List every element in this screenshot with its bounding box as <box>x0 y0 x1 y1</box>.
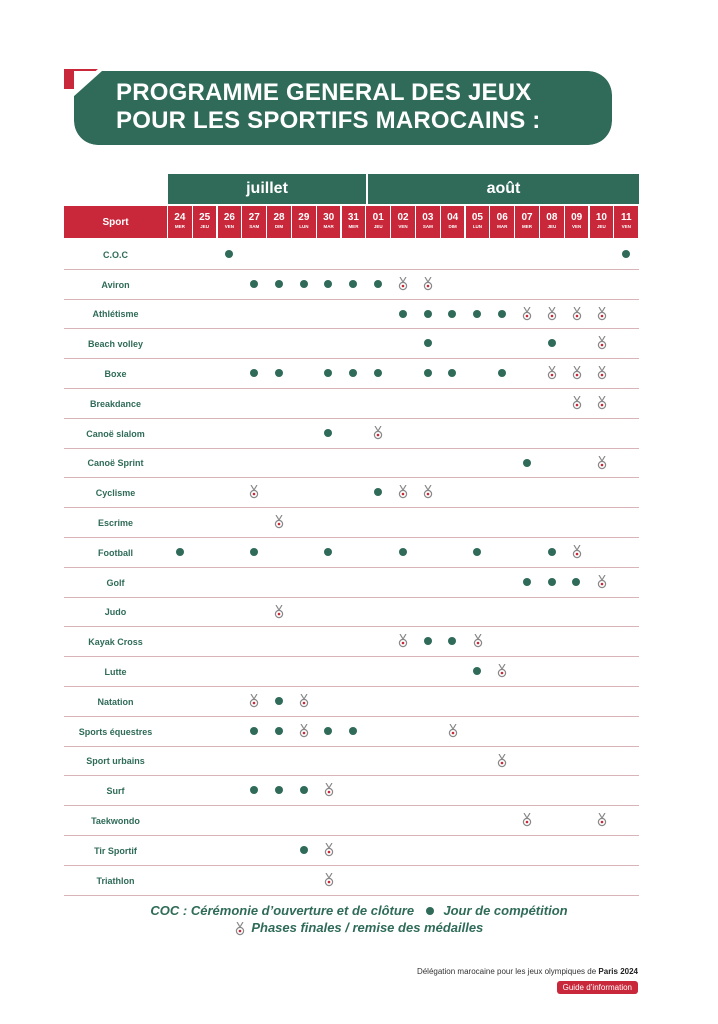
day-number: 04 <box>447 212 459 223</box>
month-header-juillet: juillet <box>168 174 366 204</box>
competition-dot-icon <box>515 578 539 588</box>
sport-name: Natation <box>97 696 134 707</box>
competition-dot-icon <box>416 637 440 647</box>
day-number: 27 <box>248 212 260 223</box>
sport-name: Taekwondo <box>91 816 140 827</box>
legend-coc: COC : Cérémonie d’ouverture et de clôture <box>150 903 415 918</box>
competition-dot-icon <box>366 369 390 379</box>
sport-name: Tir Sportif <box>94 845 137 856</box>
day-header-row <box>64 206 639 238</box>
day-header-27 <box>242 206 266 238</box>
sport-name: Cyclisme <box>95 488 136 499</box>
weekday-abbr: SAM <box>422 224 433 229</box>
legend-competition: Jour de compétition <box>443 903 568 918</box>
day-number: 25 <box>199 212 211 223</box>
competition-dot-icon <box>317 548 341 558</box>
medal-icon <box>235 922 245 936</box>
competition-dot-icon <box>242 786 266 796</box>
day-number: 24 <box>174 212 186 223</box>
medal-icon <box>540 310 564 320</box>
sport-row <box>64 240 639 270</box>
medal-icon <box>515 816 539 826</box>
weekday-abbr: DIM <box>448 224 457 229</box>
sport-name: Golf <box>106 577 125 588</box>
legend-line-1 <box>0 902 718 920</box>
medal-icon <box>292 727 316 737</box>
weekday-abbr: JEU <box>547 224 557 229</box>
sport-row <box>64 598 639 628</box>
title-banner <box>64 69 612 145</box>
sport-name: Athlétisme <box>92 309 139 320</box>
sport-row <box>64 329 639 359</box>
medal-icon <box>317 846 341 856</box>
day-number: 07 <box>521 212 533 223</box>
weekday-abbr: LUN <box>299 224 309 229</box>
day-header-09 <box>565 206 589 238</box>
competition-dot-icon <box>441 369 465 379</box>
day-number: 05 <box>471 212 483 223</box>
day-number: 03 <box>422 212 434 223</box>
competition-dot-icon <box>242 280 266 290</box>
competition-dot-icon <box>391 548 415 558</box>
competition-dot-icon <box>342 280 366 290</box>
medal-icon <box>466 637 490 647</box>
sport-name: Aviron <box>101 279 130 290</box>
sport-row <box>64 717 639 747</box>
footer-delegation: Délégation marocaine pour les jeux olympiques de <box>416 967 597 976</box>
sport-name: Beach volley <box>87 339 144 350</box>
day-number: 10 <box>595 212 607 223</box>
day-number: 02 <box>397 212 409 223</box>
medal-icon <box>565 310 589 320</box>
competition-dot-icon <box>441 310 465 320</box>
weekday-abbr: VEN <box>224 224 235 229</box>
sport-row <box>64 449 639 479</box>
medal-icon <box>242 697 266 707</box>
medal-icon <box>267 518 291 528</box>
day-number: 29 <box>298 212 310 223</box>
title-line-2: POUR LES SPORTIFS MAROCAINS : <box>116 107 541 134</box>
medal-icon <box>565 369 589 379</box>
weekday-abbr: JEU <box>597 224 606 229</box>
medal-icon <box>317 876 341 886</box>
sport-row <box>64 627 639 657</box>
day-header-04 <box>441 206 465 238</box>
weekday-abbr: MER <box>348 224 359 229</box>
weekday-abbr: VEN <box>621 224 631 229</box>
medal-icon <box>267 608 291 618</box>
day-number: 31 <box>347 212 359 223</box>
weekday-abbr: VEN <box>572 224 582 229</box>
sport-name: C.O.C <box>102 249 128 260</box>
competition-dot-icon <box>416 369 440 379</box>
competition-dot-icon <box>242 548 266 558</box>
sport-row <box>64 300 639 330</box>
day-header-01 <box>366 206 390 238</box>
medal-icon <box>391 637 415 647</box>
weekday-abbr: SAM <box>249 224 260 229</box>
day-header-29 <box>292 206 316 238</box>
page-title <box>116 79 541 135</box>
sport-row <box>64 508 639 538</box>
medal-icon <box>441 727 465 737</box>
sport-row <box>64 419 639 449</box>
day-number: 26 <box>223 212 235 223</box>
competition-dot-icon <box>317 429 341 439</box>
day-number: 06 <box>496 212 508 223</box>
sport-rows <box>64 240 639 896</box>
competition-dot-icon <box>317 369 341 379</box>
day-header-24 <box>168 206 192 238</box>
medal-icon <box>540 369 564 379</box>
sport-row <box>64 657 639 687</box>
medal-icon <box>590 369 614 379</box>
competition-dot-icon <box>466 310 490 320</box>
competition-dot-icon <box>490 369 514 379</box>
weekday-abbr: MAR <box>497 224 508 229</box>
title-line-1: PROGRAMME GENERAL DES JEUX <box>116 79 532 106</box>
day-header-25 <box>193 206 217 238</box>
day-number: 30 <box>323 212 335 223</box>
competition-dot-icon <box>391 310 415 320</box>
medal-icon <box>565 548 589 558</box>
sport-row <box>64 538 639 568</box>
competition-dot-icon <box>267 786 291 796</box>
weekday-abbr: DIM <box>274 224 284 229</box>
sport-name: Canoë slalom <box>86 428 145 439</box>
competition-dot-icon <box>342 727 366 737</box>
day-header-03 <box>416 206 440 238</box>
competition-dot-icon <box>292 280 316 290</box>
day-header-28 <box>267 206 291 238</box>
medal-icon <box>317 786 341 796</box>
competition-dot-icon <box>540 548 564 558</box>
day-number: 08 <box>546 212 558 223</box>
medal-icon <box>292 697 316 707</box>
sport-name: Triathlon <box>96 875 135 886</box>
sport-row <box>64 359 639 389</box>
competition-dot-icon <box>267 697 291 707</box>
competition-dot-icon <box>565 578 589 588</box>
sport-name: Kayak Cross <box>88 637 143 648</box>
medal-icon <box>590 339 614 349</box>
medal-icon <box>590 816 614 826</box>
weekday-abbr: JEU <box>200 224 210 229</box>
competition-dot-icon <box>317 280 341 290</box>
medal-icon <box>416 280 440 290</box>
sport-name: Surf <box>106 786 125 797</box>
day-number: 09 <box>571 212 583 223</box>
day-number: 01 <box>372 212 384 223</box>
day-header-10 <box>590 206 614 238</box>
day-header-30 <box>317 206 341 238</box>
sport-name: Escrime <box>97 518 134 529</box>
competition-dot-icon <box>466 548 490 558</box>
weekday-abbr: MAR <box>323 224 334 229</box>
competition-dot-icon <box>515 459 539 469</box>
weekday-abbr: JEU <box>373 224 383 229</box>
day-header-02 <box>391 206 415 238</box>
sport-row <box>64 478 639 508</box>
sport-name: Football <box>98 547 133 558</box>
competition-dot-icon <box>242 727 266 737</box>
sport-row <box>64 389 639 419</box>
sport-row <box>64 836 639 866</box>
sport-row <box>64 806 639 836</box>
medal-icon <box>366 429 390 439</box>
guide-badge: Guide d’information <box>557 981 638 994</box>
medal-icon <box>391 488 415 498</box>
sport-row <box>64 776 639 806</box>
competition-dot-icon <box>168 548 192 558</box>
sport-row <box>64 866 639 896</box>
competition-dot-icon <box>416 310 440 320</box>
medal-icon <box>590 310 614 320</box>
medal-icon <box>490 757 514 767</box>
sport-name: Sport urbains <box>86 756 145 767</box>
month-header-aout: août <box>368 174 639 204</box>
day-number: 28 <box>273 212 285 223</box>
weekday-abbr: LUN <box>472 224 483 229</box>
competition-dot-icon <box>342 369 366 379</box>
day-header-26 <box>218 206 242 238</box>
competition-dot-icon <box>317 727 341 737</box>
sport-name: Breakdance <box>89 398 142 409</box>
day-number: 11 <box>620 212 632 223</box>
medal-icon <box>590 459 614 469</box>
competition-dot-icon <box>366 488 390 498</box>
sport-row <box>64 270 639 300</box>
medal-icon <box>242 488 266 498</box>
sport-name: Sports équestres <box>78 726 153 737</box>
day-header-07 <box>515 206 539 238</box>
competition-dot-icon <box>242 369 266 379</box>
day-header-08 <box>540 206 564 238</box>
day-header-31 <box>342 206 366 238</box>
competition-dot-icon <box>292 846 316 856</box>
sport-name: Judo <box>104 607 127 618</box>
competition-dot-icon <box>416 339 440 349</box>
legend-finals: Phases finales / remise des médailles <box>251 920 484 935</box>
weekday-abbr: MER <box>174 224 185 229</box>
sport-name: Boxe <box>104 369 127 380</box>
weekday-abbr: VEN <box>398 224 408 229</box>
medal-icon <box>391 280 415 290</box>
medal-icon <box>565 399 589 409</box>
sport-row <box>64 568 639 598</box>
competition-dot-icon <box>540 578 564 588</box>
footer-event: Paris 2024 <box>598 967 638 976</box>
competition-dot-icon <box>466 667 490 677</box>
sport-name: Canoë Sprint <box>87 458 144 469</box>
sport-row <box>64 747 639 777</box>
medal-icon <box>490 667 514 677</box>
sport-row <box>64 687 639 717</box>
competition-dot-icon <box>441 637 465 647</box>
competition-dot-icon <box>426 907 434 915</box>
weekday-abbr: MER <box>522 224 533 229</box>
competition-dot-icon <box>614 250 638 260</box>
competition-dot-icon <box>267 727 291 737</box>
sport-column-header: Sport <box>64 206 167 238</box>
competition-dot-icon <box>218 250 242 260</box>
medal-icon <box>416 488 440 498</box>
competition-dot-icon <box>540 339 564 349</box>
sport-name: Lutte <box>104 667 127 678</box>
day-header-06 <box>490 206 514 238</box>
medal-icon <box>590 578 614 588</box>
competition-dot-icon <box>292 786 316 796</box>
competition-dot-icon <box>366 280 390 290</box>
competition-dot-icon <box>267 280 291 290</box>
medal-icon <box>590 399 614 409</box>
footer-text <box>417 967 638 976</box>
competition-dot-icon <box>267 369 291 379</box>
competition-dot-icon <box>490 310 514 320</box>
day-header-05 <box>466 206 490 238</box>
medal-icon <box>515 310 539 320</box>
day-header-11 <box>614 206 638 238</box>
legend-line-2 <box>0 919 718 937</box>
